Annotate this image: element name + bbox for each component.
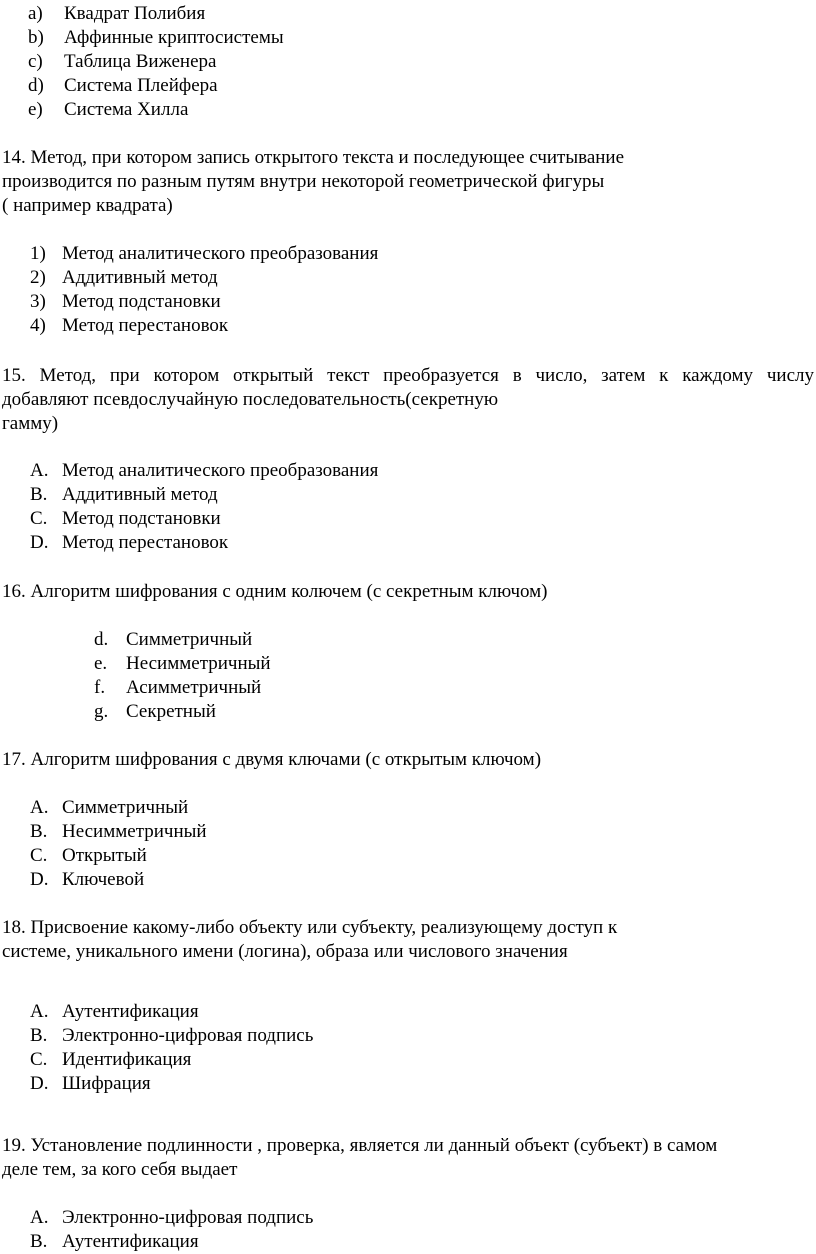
option-marker: A. xyxy=(30,797,49,818)
option-text: Метод аналитического преобразования xyxy=(62,460,379,481)
option-text: Ключевой xyxy=(62,869,145,890)
option-marker: C. xyxy=(30,845,48,866)
option-marker: B. xyxy=(30,821,48,842)
option-text: Метод перестановок xyxy=(62,315,229,336)
question-text: 16. Алгоритм шифрования с одним колючем (с секретным ключом) xyxy=(2,581,548,602)
item-text: Аффинные криптосистемы xyxy=(64,27,284,48)
item-text: Система Хилла xyxy=(64,99,189,120)
item-marker: a) xyxy=(28,3,43,24)
answer-option xyxy=(30,507,221,531)
question-text: гамму) xyxy=(2,413,59,434)
option-text: Аутентификация xyxy=(62,1001,199,1022)
option-marker: B. xyxy=(30,1231,48,1252)
option-text: Несимметричный xyxy=(62,821,207,842)
question-text: 17. Алгоритм шифрования с двумя ключами (с открытым ключом) xyxy=(2,749,542,770)
list-item xyxy=(28,50,217,74)
answer-option xyxy=(30,1024,314,1048)
option-text: Несимметричный xyxy=(126,653,271,674)
answer-option xyxy=(94,652,271,676)
answer-option xyxy=(30,290,221,314)
option-text: Аддитивный метод xyxy=(62,267,218,288)
answer-option xyxy=(30,483,218,507)
list-item xyxy=(28,98,189,122)
option-marker: g. xyxy=(94,701,109,722)
question-text: деле тем, за кого себя выдает xyxy=(2,1159,238,1180)
answer-option xyxy=(94,700,216,724)
item-text: Система Плейфера xyxy=(64,75,218,96)
option-marker: 4) xyxy=(30,315,46,336)
item-marker: b) xyxy=(28,27,44,48)
option-marker: A. xyxy=(30,1001,49,1022)
question-text: 15. Метод, при котором открытый текст преобразуется в число, затем к каждому числу xyxy=(2,365,814,386)
question-text: системе, уникального имени (логина), образа или числового значения xyxy=(2,941,568,962)
answer-option xyxy=(30,844,147,868)
option-marker: 3) xyxy=(30,291,46,312)
item-marker: d) xyxy=(28,75,44,96)
answer-option xyxy=(30,266,218,290)
option-text: Аддитивный метод xyxy=(62,484,218,505)
option-text: Метод подстановки xyxy=(62,291,221,312)
item-text: Квадрат Полибия xyxy=(64,3,206,24)
answer-option xyxy=(30,1072,151,1096)
option-marker: C. xyxy=(30,1049,48,1070)
option-text: Асимметричный xyxy=(126,677,262,698)
option-text: Симметричный xyxy=(62,797,189,818)
option-marker: 2) xyxy=(30,267,46,288)
option-marker: D. xyxy=(30,1073,49,1094)
item-marker: c) xyxy=(28,51,43,72)
list-item xyxy=(28,2,206,26)
option-marker: B. xyxy=(30,484,48,505)
option-marker: C. xyxy=(30,508,48,529)
option-text: Симметричный xyxy=(126,629,253,650)
option-marker: e. xyxy=(94,653,108,674)
option-text: Метод подстановки xyxy=(62,508,221,529)
option-marker: B. xyxy=(30,1025,48,1046)
question-text: производится по разным путям внутри некоторой геометрической фигуры xyxy=(2,171,605,192)
option-text: Электронно-цифровая подпись xyxy=(62,1025,314,1046)
option-marker: 1) xyxy=(30,243,46,264)
answer-option xyxy=(30,459,379,483)
answer-option xyxy=(30,314,229,338)
answer-option xyxy=(30,820,207,844)
question-text: 19. Установление подлинности , проверка, является ли данный объект (субъект) в самом xyxy=(2,1135,718,1156)
option-marker: A. xyxy=(30,460,49,481)
option-text: Секретный xyxy=(126,701,216,722)
option-text: Аутентификация xyxy=(62,1231,199,1252)
option-marker: D. xyxy=(30,532,49,553)
list-item xyxy=(28,26,284,50)
option-text: Шифрация xyxy=(62,1073,151,1094)
answer-option xyxy=(94,676,262,700)
list-item xyxy=(28,74,218,98)
answer-option xyxy=(30,1000,199,1024)
item-marker: e) xyxy=(28,99,43,120)
answer-option xyxy=(30,796,189,820)
option-marker: d. xyxy=(94,629,109,650)
answer-option xyxy=(30,1048,192,1072)
answer-option xyxy=(30,868,145,892)
answer-option xyxy=(30,531,229,555)
option-marker: D. xyxy=(30,869,49,890)
answer-option xyxy=(94,628,253,652)
option-text: Идентификация xyxy=(62,1049,192,1070)
answer-option xyxy=(30,242,379,266)
answer-option xyxy=(30,1206,314,1230)
question-text: 14. Метод, при котором запись открытого текста и последующее считывание xyxy=(2,147,625,168)
option-text: Электронно-цифровая подпись xyxy=(62,1207,314,1228)
option-marker: A. xyxy=(30,1207,49,1228)
question-text: ( например квадрата) xyxy=(2,195,173,216)
question-text: 18. Присвоение какому-либо объекту или субъекту, реализующему доступ к xyxy=(2,917,618,938)
option-text: Метод перестановок xyxy=(62,532,229,553)
answer-option xyxy=(30,1230,199,1254)
option-text: Открытый xyxy=(62,845,147,866)
question-text: добавляют псевдослучайную последовательность(секретную xyxy=(2,389,499,410)
item-text: Таблица Виженера xyxy=(64,51,217,72)
option-text: Метод аналитического преобразования xyxy=(62,243,379,264)
option-marker: f. xyxy=(94,677,106,698)
